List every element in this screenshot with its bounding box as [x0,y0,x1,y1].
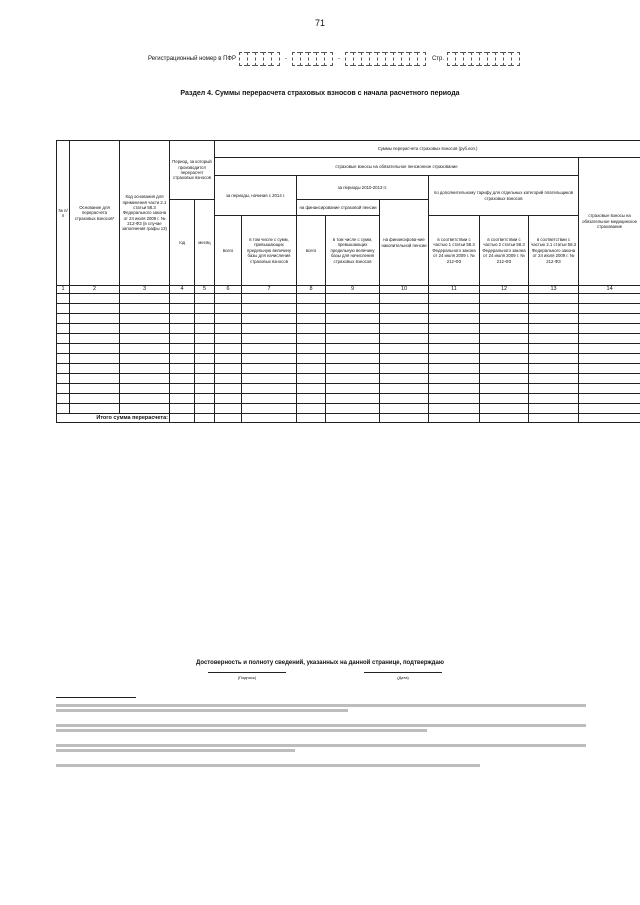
table-cell[interactable] [429,364,480,374]
date-line[interactable] [364,672,442,673]
table-cell[interactable] [326,354,380,364]
table-cell[interactable] [429,314,480,324]
table-cell[interactable] [429,394,480,404]
table-cell[interactable] [529,334,579,344]
hdr-total-2: всего [297,216,326,286]
table-cell[interactable] [57,384,70,394]
table-cell[interactable] [70,394,120,404]
col-number: 3 [120,286,170,294]
table-cell[interactable] [70,304,120,314]
table-row [57,394,640,404]
table-cell[interactable] [195,394,215,404]
total-row [57,414,640,423]
hdr-incl-excess-2: в том числе с сумм, превышающих предельную величину базы для начисления страховых взносов [326,216,380,286]
table-cell[interactable] [579,314,640,324]
table-cell[interactable] [429,334,480,344]
recalculation-table [56,140,640,423]
hdr-year: год [170,200,195,286]
hdr-sums: Суммы перерасчета страховых взносов (руб.коп.) [215,141,640,158]
table-cell[interactable] [429,324,480,334]
col-number: 4 [170,286,195,294]
table-cell[interactable] [579,384,640,394]
table-cell[interactable] [57,334,70,344]
signature-label: (Подпись) [237,675,257,680]
table-cell[interactable] [579,374,640,384]
table-cell[interactable] [120,304,170,314]
table-cell[interactable] [326,364,380,374]
table-cell[interactable] [579,344,640,354]
table-cell[interactable] [480,314,529,324]
table-cell[interactable] [480,304,529,314]
table-cell[interactable] [170,394,195,404]
table-cell[interactable] [70,314,120,324]
table-cell[interactable] [529,314,579,324]
table-cell[interactable] [57,294,70,304]
table-cell[interactable] [57,344,70,354]
table-cell[interactable] [242,324,297,334]
total-label: Итого сумма перерасчета: [57,414,170,423]
table-cell[interactable] [529,354,579,364]
table-cell[interactable] [195,294,215,304]
total-cell[interactable] [529,414,579,423]
hdr-funded-pension: на финансирова-ние накопительной пенсии [380,200,429,286]
table-cell[interactable] [480,324,529,334]
table-cell[interactable] [297,384,326,394]
table-cell[interactable] [170,374,195,384]
hdr-month: месяц [195,200,215,286]
table-cell[interactable] [195,354,215,364]
table-cell[interactable] [529,364,579,374]
table-cell[interactable] [326,294,380,304]
table-row [57,324,640,334]
table-cell[interactable] [70,374,120,384]
table-cell[interactable] [326,344,380,354]
table-cell[interactable] [120,324,170,334]
hdr-total: всего [215,216,242,286]
table-cell[interactable] [70,294,120,304]
footnote-2 [56,722,586,732]
table-cell[interactable] [297,374,326,384]
table-cell[interactable] [195,404,215,414]
col-number: 13 [529,286,579,294]
table-cell[interactable] [170,404,195,414]
table-cell[interactable] [120,404,170,414]
hdr-2010-2013: за периоды 2010-2013 гг. [297,176,429,200]
table-cell[interactable] [70,364,120,374]
table-cell[interactable] [215,384,242,394]
total-cell[interactable] [480,414,529,423]
registration-label: Регистрационный номер в ПФР [148,56,236,62]
table-cell[interactable] [215,324,242,334]
reg-number-group-1[interactable] [239,52,280,66]
hdr-num: № п/п [57,141,70,286]
footnote-separator [56,697,136,698]
table-cell[interactable] [215,344,242,354]
table-cell[interactable] [326,394,380,404]
table-cell[interactable] [297,324,326,334]
table-cell[interactable] [242,344,297,354]
table-cell[interactable] [170,294,195,304]
table-cell[interactable] [380,374,429,384]
hdr-insurance-part: на финансирование страховой пенсии [297,200,380,216]
table-cell[interactable] [215,394,242,404]
section-title: Раздел 4. Суммы перерасчета страховых взносов с начала расчетного периода [180,90,460,97]
table-cell[interactable] [70,354,120,364]
table-cell[interactable] [297,334,326,344]
col-number: 6 [215,286,242,294]
table-cell[interactable] [120,394,170,404]
table-cell[interactable] [57,404,70,414]
table-cell[interactable] [242,404,297,414]
table-cell[interactable] [480,354,529,364]
table-cell[interactable] [480,294,529,304]
table-cell[interactable] [195,334,215,344]
table-cell[interactable] [242,334,297,344]
table-cell[interactable] [57,324,70,334]
hdr-part-2: в соответствии с частью 2 статьи 58.3 Федерального закона от 24 июля 2009 г. № 212-ФЗ [480,216,529,286]
table-row [57,334,640,344]
table-cell[interactable] [215,354,242,364]
table-cell[interactable] [70,404,120,414]
table-cell[interactable] [380,324,429,334]
table-cell[interactable] [215,374,242,384]
table-cell[interactable] [529,394,579,404]
table-cell[interactable] [326,324,380,334]
table-cell[interactable] [170,334,195,344]
total-cell[interactable] [297,414,326,423]
col-number: 5 [195,286,215,294]
total-cell[interactable] [242,414,297,423]
table-cell[interactable] [170,344,195,354]
table-row [57,354,640,364]
footnote-1 [56,702,586,712]
table-cell[interactable] [529,304,579,314]
table-cell[interactable] [579,394,640,404]
table-cell[interactable] [529,404,579,414]
column-number-row [57,286,640,294]
hdr-part-2-1: в соответствии с частью 2.1 статьи 58.3 Федерального закона от 24 июля 2009 г. № 212-ФЗ [529,216,579,286]
table-cell[interactable] [215,334,242,344]
table-cell[interactable] [429,304,480,314]
col-number: 10 [380,286,429,294]
table-cell[interactable] [297,394,326,404]
table-cell[interactable] [195,314,215,324]
registration-number-row: Регистрационный номер в ПФР - - Стр. [148,52,520,66]
table-cell[interactable] [297,354,326,364]
table-cell[interactable] [242,364,297,374]
table-cell[interactable] [120,384,170,394]
table-cell[interactable] [195,324,215,334]
table-cell[interactable] [529,344,579,354]
table-cell[interactable] [380,364,429,374]
table-cell[interactable] [57,364,70,374]
total-cell[interactable] [429,414,480,423]
table-cell[interactable] [326,304,380,314]
page-field[interactable] [447,52,520,66]
table-cell[interactable] [429,404,480,414]
col-number: 7 [242,286,297,294]
table-cell[interactable] [120,374,170,384]
table-cell[interactable] [170,314,195,324]
table-cell[interactable] [57,394,70,404]
table-cell[interactable] [380,404,429,414]
table-cell[interactable] [529,384,579,394]
table-cell[interactable] [170,364,195,374]
table-cell[interactable] [297,294,326,304]
table-cell[interactable] [326,374,380,384]
table-cell[interactable] [215,304,242,314]
table-cell[interactable] [195,374,215,384]
table-row [57,294,640,304]
table-cell[interactable] [242,354,297,364]
table-cell[interactable] [429,384,480,394]
footnote-4 [56,762,586,767]
table-cell[interactable] [579,354,640,364]
table-cell[interactable] [297,304,326,314]
table-cell[interactable] [480,334,529,344]
table-cell[interactable] [120,314,170,324]
hdr-additional-tariff: по дополнительному тарифу для отдельных категорий плательщиков страховых взносов [429,176,579,216]
table-cell[interactable] [380,294,429,304]
table-cell[interactable] [57,354,70,364]
total-cell[interactable] [170,414,195,423]
table-cell[interactable] [242,294,297,304]
table-cell[interactable] [380,394,429,404]
table-cell[interactable] [480,344,529,354]
table-cell[interactable] [529,374,579,384]
table-cell[interactable] [170,304,195,314]
table-cell[interactable] [195,304,215,314]
table-cell[interactable] [170,384,195,394]
table-cell[interactable] [480,374,529,384]
table-cell[interactable] [326,314,380,324]
table-cell[interactable] [326,384,380,394]
table-cell[interactable] [120,294,170,304]
table-row [57,384,640,394]
table-cell[interactable] [579,364,640,374]
table-cell[interactable] [242,394,297,404]
table-cell[interactable] [429,294,480,304]
table-cell[interactable] [242,314,297,324]
table-cell[interactable] [579,304,640,314]
col-number: 8 [297,286,326,294]
reg-number-group-2[interactable] [292,52,333,66]
confirmation-text: Достоверность и полноту сведений, указанных на данной странице, подтверждаю [196,660,444,666]
table-cell[interactable] [70,344,120,354]
table-cell[interactable] [380,334,429,344]
table-cell[interactable] [215,314,242,324]
table-cell[interactable] [120,344,170,354]
table-cell[interactable] [242,374,297,384]
hdr-period: Период, за который производится перерасчет страховых взносов [170,141,215,200]
table-cell[interactable] [120,364,170,374]
total-cell[interactable] [326,414,380,423]
table-cell[interactable] [429,374,480,384]
table-cell[interactable] [480,404,529,414]
table-cell[interactable] [297,314,326,324]
col-number: 2 [70,286,120,294]
hdr-part-1: в соответствии с частью 1 статьи 58.3 Федерального закона от 24 июля 2009 г. № 212-ФЗ [429,216,480,286]
table-cell[interactable] [326,404,380,414]
table-cell[interactable] [242,384,297,394]
hdr-since-2014: за периоды, начиная с 2014 г. [215,176,297,216]
table-cell[interactable] [70,334,120,344]
col-number: 12 [480,286,529,294]
total-cell[interactable] [195,414,215,423]
table-cell[interactable] [120,354,170,364]
table-cell[interactable] [215,294,242,304]
table-row [57,404,640,414]
reg-number-group-3[interactable] [345,52,426,66]
table-cell[interactable] [579,324,640,334]
table-cell[interactable] [297,364,326,374]
table-cell[interactable] [529,294,579,304]
table-cell[interactable] [480,384,529,394]
hdr-medical: страховые взносы на обязательное медицинское страхование [579,158,640,286]
table-cell[interactable] [170,324,195,334]
col-number: 14 [579,286,640,294]
page-field-label: Стр. [431,56,445,62]
table-cell[interactable] [170,354,195,364]
total-cell[interactable] [215,414,242,423]
table-cell[interactable] [57,314,70,324]
table-cell[interactable] [380,344,429,354]
table-cell[interactable] [120,334,170,344]
table-cell[interactable] [380,354,429,364]
table-cell[interactable] [195,364,215,374]
col-number: 9 [326,286,380,294]
hdr-pension: страховые взносы на обязательное пенсионное страхование [215,158,579,176]
table-cell[interactable] [480,394,529,404]
table-cell[interactable] [297,344,326,354]
table-cell[interactable] [70,384,120,394]
table-row [57,304,640,314]
table-cell[interactable] [297,404,326,414]
table-cell[interactable] [195,344,215,354]
table-cell[interactable] [579,294,640,304]
table-cell[interactable] [195,384,215,394]
table-row [57,314,640,324]
table-cell[interactable] [57,304,70,314]
table-cell[interactable] [215,364,242,374]
table-row [57,364,640,374]
table-cell[interactable] [579,334,640,344]
table-cell[interactable] [529,324,579,334]
table-cell[interactable] [326,334,380,344]
date-label: (Дата) [397,675,409,680]
footnote-3 [56,742,586,752]
hdr-code: Код основания для применения части 2.1 статьи 58.3 Федерального закона от 24 июля 2009 г. № 212-ФЗ (в случае заполнения графы 13) [120,141,170,286]
total-cell[interactable] [579,414,640,423]
total-cell[interactable] [380,414,429,423]
table-cell[interactable] [380,314,429,324]
table-cell[interactable] [380,384,429,394]
signature-line[interactable] [208,672,286,673]
table-row [57,374,640,384]
hdr-basis: Основание для перерасчета страховых взносов* [70,141,120,286]
table-cell[interactable] [215,404,242,414]
page-number: 71 [314,18,325,28]
table-cell[interactable] [579,404,640,414]
table-row [57,344,640,354]
table-cell[interactable] [57,374,70,384]
table-cell[interactable] [480,364,529,374]
hdr-incl-excess: в том числе с сумм, превышающих предельную величину базы для начисления страховых взносов [242,216,297,286]
col-number: 1 [57,286,70,294]
table-cell[interactable] [429,344,480,354]
table-cell[interactable] [380,304,429,314]
table-cell[interactable] [70,324,120,334]
table-cell[interactable] [242,304,297,314]
col-number: 11 [429,286,480,294]
table-cell[interactable] [429,354,480,364]
